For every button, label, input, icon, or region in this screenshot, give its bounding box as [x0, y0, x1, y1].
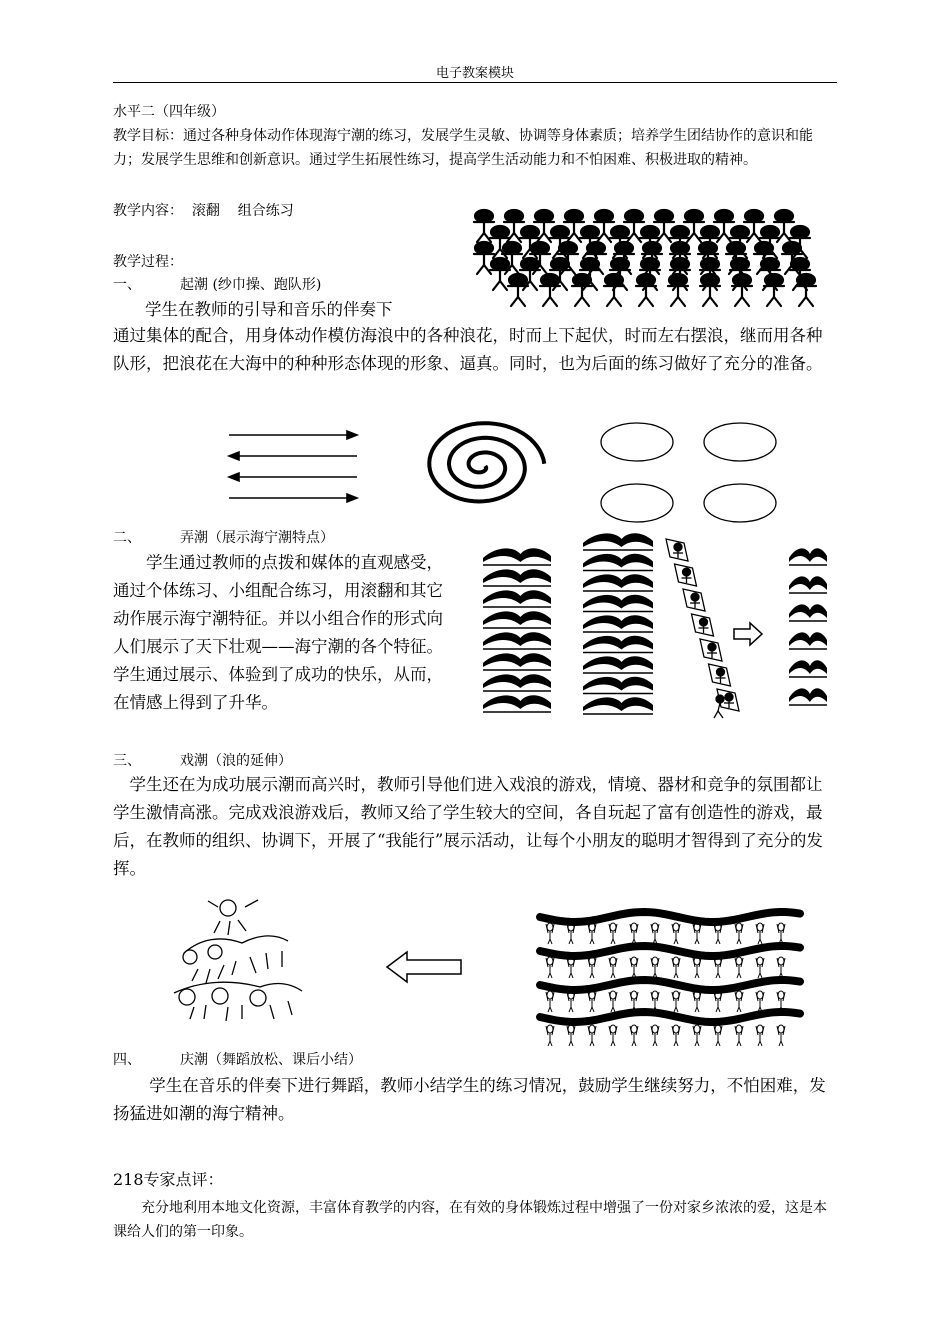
- pyramid-figure: [170, 895, 310, 1025]
- section-3-title: 戏潮（浪的延伸）: [180, 753, 292, 769]
- section-3-num: 三、: [113, 753, 141, 769]
- rolling-column-figure-2: [578, 530, 660, 720]
- rolling-column-figure-3: [785, 545, 835, 717]
- review-title: 218专家点评：: [113, 1170, 224, 1189]
- review-body: 充分地利用本地文化资源，丰富体育教学的内容，在有效的身体锻炼过程中增强了一份对家乡浓浓的爱，这是本课给人们的第一印象。: [113, 1200, 827, 1240]
- section-2-num: 二、: [113, 530, 141, 546]
- arrows-formation-figure: [225, 425, 365, 505]
- spiral-formation-figure: [420, 420, 550, 510]
- header-rule: [113, 82, 837, 83]
- circles-formation-figure: [595, 420, 785, 530]
- section-1-lead: 学生在教师的引导和音乐的伴奏下: [145, 300, 393, 319]
- left-hollow-arrow-icon: [385, 950, 463, 984]
- diagonal-tide-figure: [660, 535, 736, 720]
- content-line: 教学内容： 滚翻 组合练习: [113, 203, 294, 219]
- rolling-column-figure-1: [478, 545, 558, 717]
- process-title: 教学过程：: [113, 254, 183, 270]
- page-header: 电子教案模块: [435, 66, 514, 81]
- objective-text: 教学目标：通过各种身体动作体现海宁潮的练习，发展学生灵敏、协调等身体素质；培养学生团结协作的意识和能力；发展学生思维和创新意识。通过学生拓展性练习，提高学生活动能力和不怕困难、积极进取的精神。: [113, 128, 813, 168]
- section-3-body: 学生还在为成功展示潮而高兴时，教师引导他们进入戏浪的游戏，情境、器材和竞争的氛围都让学生激情高涨。完成戏浪游戏后，教师又给了学生较大的空间，各自玩起了富有创造性的游戏，最后，在教师的组织、协调下，开展了“我能行”展示活动，让每个小朋友的聪明才智得到了充分的发挥。: [113, 775, 823, 878]
- section-1-title: 起潮 (纱巾操、跑队形): [180, 277, 322, 293]
- right-hollow-arrow-icon: [732, 622, 764, 646]
- section-1-body: 通过集体的配合，用身体动作模仿海浪中的各种浪花，时而上下起伏，时而左右摆浪，继而用各种队形，把浪花在大海中的种种形态体现的形象、逼真。同时，也为后面的练习做好了充分的准备。: [113, 326, 823, 373]
- section-2-title: 弄潮（展示海宁潮特点）: [180, 530, 334, 546]
- wave-crowd-figure: [540, 905, 810, 1065]
- section-4-body: 学生在音乐的伴奏下进行舞蹈，教师小结学生的练习情况，鼓励学生继续努力，不怕困难，发扬猛进如潮的海宁精神。: [113, 1076, 826, 1123]
- section-4-title: 庆潮（舞蹈放松、课后小结）: [180, 1052, 362, 1068]
- section-4-num: 四、: [113, 1052, 141, 1068]
- section-2-body: 学生通过教师的点拨和媒体的直观感受，通过个体练习、小组配合练习，用滚翻和其它动作展示海宁潮特征。并以小组合作的形式向人们展示了天下壮观——海宁潮的各个特征。学生通过展示、体验到了成功的快乐，从而，在情感上得到了升华。: [113, 553, 443, 712]
- crowd-figure: [470, 208, 830, 308]
- level-line: 水平二（四年级）: [113, 104, 225, 120]
- section-1-num: 一、: [113, 277, 141, 293]
